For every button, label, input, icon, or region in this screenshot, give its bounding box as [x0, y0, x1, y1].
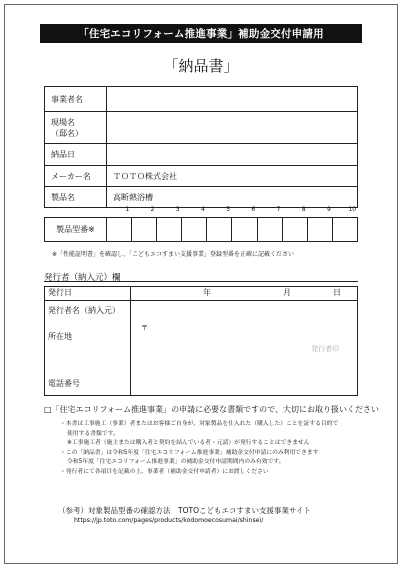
serial-cell[interactable]: [333, 218, 357, 241]
product-label: 製品名: [45, 187, 107, 208]
note-line: 令和5年度「住宅エコリフォーム推進事業」の補助金交付申請期間内のみ有効です。: [67, 459, 285, 466]
note-line: ・本書は工事施工（事業）者またはお客様ご自身が、対象製品を仕入れた（購入した）ことを証する目的で: [60, 421, 339, 427]
row-business-name: [45, 87, 358, 112]
serial-cell[interactable]: [283, 218, 308, 241]
site-name-label-line1: 現場名: [51, 117, 75, 127]
row-maker: [45, 166, 358, 187]
delivery-date-field[interactable]: [107, 144, 358, 166]
serial-cell[interactable]: [308, 218, 333, 241]
serial-col-number: 2: [150, 206, 155, 213]
serial-col-number: 5: [226, 206, 231, 213]
serial-section: [44, 206, 358, 242]
site-name-field[interactable]: [107, 112, 358, 144]
note-line: 使用する書類です。: [67, 430, 119, 437]
banner: 「住宅エコリフォーム推進事業」補助金交付申請用: [40, 24, 362, 43]
note-line: ※工事施工者（施主または購入者と契約を結んでいる者・元請）が発行することはできません: [67, 440, 310, 447]
issuer-seal-placeholder: 発行者印: [311, 345, 339, 353]
serial-col-number: 8: [301, 206, 306, 213]
site-name-label-line2: （邸名）: [51, 128, 83, 138]
business-name-label: 事業者名: [45, 87, 107, 112]
delivery-form-table: [44, 86, 358, 208]
serial-col-number: 10: [348, 206, 357, 213]
page-title: 「納品書」: [163, 57, 239, 75]
serial-cell[interactable]: [182, 218, 207, 241]
serial-cell[interactable]: [232, 218, 257, 241]
row-site-name: [45, 112, 358, 144]
note-line: ・発行者にて各項目を記載の上、事業者（補助金交付申請者）にお渡しください: [60, 468, 269, 475]
serial-cell[interactable]: [207, 218, 232, 241]
issuer-labels: [45, 301, 131, 395]
phone-label: 電話番号: [48, 379, 80, 388]
issuer-heading: 発行者（納入元）欄: [44, 273, 121, 283]
issuer-box: [44, 286, 358, 396]
day-label: 日: [333, 288, 341, 297]
reference-text: （参考）対象製品型番の確認方法 TOTOこどもエコすまい支援事業サイト: [58, 506, 311, 515]
maker-value: ＴＯＴＯ株式会社: [107, 166, 358, 187]
issue-date-row: [45, 287, 357, 301]
product-value: 高断熱浴槽: [107, 187, 358, 208]
serial-column-numbers: [106, 206, 358, 217]
issuer-details: [45, 301, 357, 395]
note-line: ・この「納品書」は令和5年度「住宅エコリフォーム推進事業」補助金交付申請にのみ利用できます: [60, 449, 319, 456]
serial-col-number: 1: [125, 206, 130, 213]
serial-cell[interactable]: [157, 218, 182, 241]
reference-url[interactable]: https://jp.toto.com/pages/products/kodomoecosumai/shinsei/: [74, 517, 264, 524]
issue-date-label: 発行日: [45, 287, 131, 300]
serial-cell[interactable]: [107, 218, 132, 241]
month-label: 月: [283, 288, 291, 297]
row-product: [45, 187, 358, 208]
serial-row: [44, 217, 358, 242]
row-delivery-date: [45, 144, 358, 166]
issuer-divider: [44, 281, 358, 282]
serial-col-number: 4: [200, 206, 205, 213]
important-notice: □「住宅エコリフォーム推進事業」の申請に必要な書類ですので、大切にお取り扱いください: [44, 405, 379, 414]
address-label: 所在地: [48, 332, 72, 341]
serial-cell[interactable]: [258, 218, 283, 241]
issuer-name-label: 発行者名（納入元）: [48, 306, 120, 315]
serial-col-number: 6: [251, 206, 256, 213]
site-name-label: [45, 112, 107, 144]
notes-list: [60, 420, 360, 478]
serial-col-number: 7: [276, 206, 281, 213]
year-label: 年: [203, 288, 211, 297]
serial-note: ※「性能証明書」を確認し、「こどもエコすまい支援事業」登録型番を正確に記載ください: [52, 251, 295, 258]
business-name-field[interactable]: [107, 87, 358, 112]
delivery-date-label: 納品日: [45, 144, 107, 166]
serial-col-number: 9: [327, 206, 331, 213]
serial-col-number: 3: [175, 206, 180, 213]
serial-label: 製品型番※: [45, 218, 107, 241]
postal-mark: 〒: [141, 324, 148, 332]
maker-label: メーカー名: [45, 166, 107, 187]
serial-cell[interactable]: [132, 218, 157, 241]
